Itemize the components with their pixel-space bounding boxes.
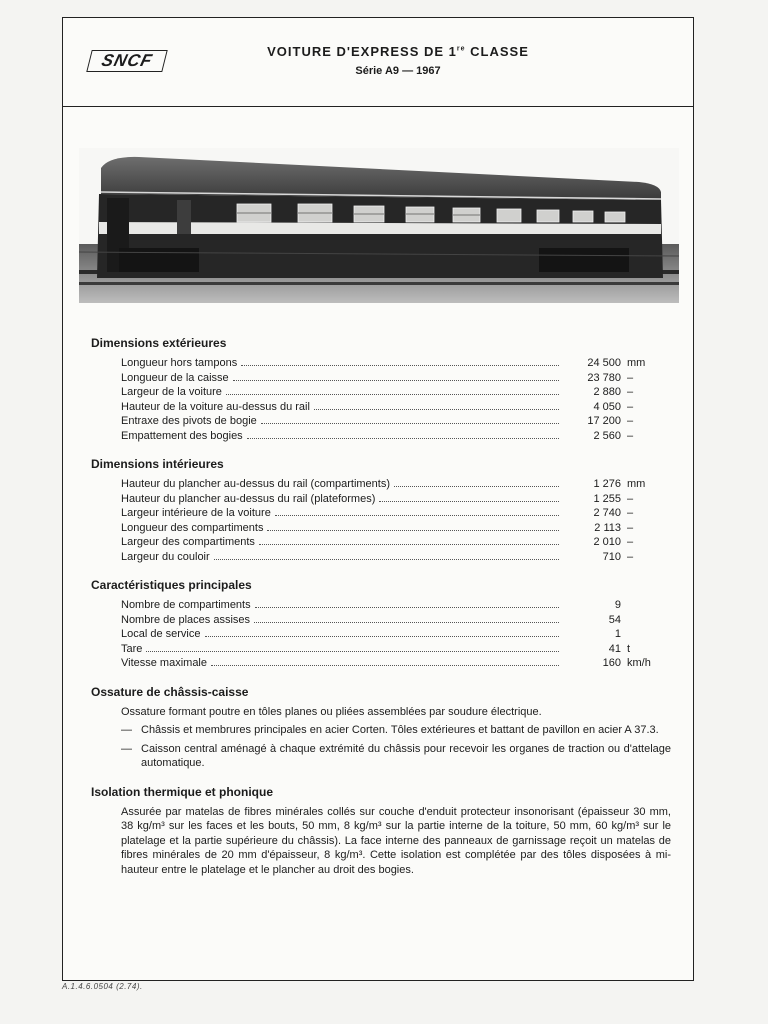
- railcar-photo: [79, 148, 679, 303]
- spec-unit: –: [627, 400, 634, 413]
- document-reference-code: A.1.4.6.0504 (2.74).: [62, 982, 143, 991]
- spec-value: 54: [608, 613, 621, 626]
- dash-bullet: —: [121, 742, 132, 755]
- spec-unit: km/h: [627, 657, 651, 669]
- spec-label: Entraxe des pivots de bogie: [121, 415, 257, 427]
- frame-intro: Ossature formant poutre en tôles planes ou pliées assemblées par soudure électrique.: [121, 705, 542, 718]
- leader-dots: [255, 607, 559, 608]
- section-title: Dimensions intérieures: [91, 457, 224, 471]
- spec-unit: t: [627, 642, 631, 655]
- spec-label: Nombre de places assises: [121, 613, 251, 626]
- spec-row: [121, 627, 671, 642]
- spec-row: [121, 535, 671, 550]
- spec-row: [121, 642, 671, 657]
- section-title: Caractéristiques principales: [91, 578, 252, 592]
- spec-row: [121, 477, 671, 492]
- title-end: CLASSE: [465, 44, 529, 59]
- spec-value: 23 780: [587, 371, 621, 384]
- spec-sheet: [62, 17, 694, 981]
- spec-label: Largeur intérieure de la voiture: [121, 507, 271, 519]
- spec-unit: –: [627, 521, 634, 534]
- leader-dots: [314, 409, 559, 410]
- spec-row: [121, 429, 671, 444]
- section-frame: [91, 685, 671, 771]
- spec-value: 160: [602, 657, 621, 669]
- spec-value: 2 560: [593, 429, 621, 442]
- leader-dots: [233, 380, 559, 381]
- spec-label: Hauteur du plancher au-dessus du rail (plateformes): [121, 492, 376, 505]
- section-insulation: [91, 785, 671, 878]
- spec-row: [121, 613, 671, 628]
- spec-unit: –: [627, 386, 634, 398]
- spec-label: Largeur des compartiments: [121, 536, 255, 548]
- list-item: [121, 742, 671, 771]
- spec-unit: –: [627, 492, 634, 505]
- dash-bullet: —: [121, 724, 132, 736]
- spec-value: 2 740: [593, 507, 621, 519]
- logo-text: SNCF: [99, 51, 155, 70]
- leader-dots: [226, 394, 559, 395]
- spec-label: Longueur de la caisse: [121, 371, 229, 384]
- sncf-logo: [86, 50, 167, 72]
- leader-dots: [394, 486, 559, 487]
- item-text: Châssis et membrures principales en acier Corten. Tôles extérieures et battant de pavillon en acier A 37.3.: [141, 724, 659, 736]
- leader-dots: [261, 423, 559, 424]
- spec-unit: mm: [627, 357, 646, 369]
- spec-value: 41: [608, 642, 621, 655]
- spec-value: 1 255: [593, 492, 621, 505]
- title-main: VOITURE D'EXPRESS DE 1: [267, 44, 457, 59]
- page-subtitle: Série A9 — 1967: [355, 65, 441, 77]
- page-title: [213, 44, 583, 59]
- item-text: Caisson central aménagé à chaque extrémité du châssis pour recevoir les organes de traction ou d'attelage automatique.: [141, 742, 671, 769]
- leader-dots: [241, 365, 559, 366]
- sheet-header: [63, 18, 693, 107]
- spec-label: Nombre de compartiments: [121, 599, 251, 611]
- spec-row: [121, 400, 671, 415]
- spec-value: 17 200: [587, 415, 621, 427]
- leader-dots: [267, 530, 559, 531]
- spec-value: 24 500: [587, 357, 621, 369]
- spec-label: Empattement des bogies: [121, 429, 243, 442]
- section-title: Ossature de châssis-caisse: [91, 684, 249, 699]
- spec-value: 710: [602, 550, 621, 563]
- section-title: Isolation thermique et phonique: [91, 784, 274, 799]
- spec-unit: –: [627, 415, 634, 427]
- spec-row: [121, 550, 671, 565]
- spec-value: 2 113: [594, 521, 621, 534]
- spec-value: 1: [614, 628, 621, 640]
- spec-row: [121, 521, 671, 536]
- spec-row: [121, 371, 671, 386]
- spec-value: 2 880: [593, 386, 621, 398]
- spec-unit: –: [627, 371, 634, 384]
- spec-row: [121, 356, 671, 371]
- spec-unit: –: [627, 550, 634, 563]
- spec-label: Vitesse maximale: [121, 657, 207, 669]
- spec-label: Longueur hors tampons: [121, 357, 238, 369]
- leader-dots: [146, 651, 559, 652]
- leader-dots: [259, 544, 559, 545]
- spec-content: [91, 336, 671, 891]
- insulation-text: Assurée par matelas de fibres minérales collés sur couche d'enduit protecteur insonorisant (épaisseur 30 mm, 38 kg/m³ sur les faces et les bouts, 50 mm, 8 kg/m³ sur la partie interne de la toiture, 50 mm, 60 kg/m³ sur le platelage et la partie supérieure du châssis). La face interne des panneaux de garnissage reçoit un matelas de fibres minérales de 20 mm d'épaisseur, 8 kg/m³. Cette isolation est complétée par des tôles disposées à mi-hauteur entre le platelage et le plancher au droit des bogies.: [121, 805, 671, 876]
- spec-label: Tare: [121, 642, 143, 655]
- spec-label: Largeur de la voiture: [121, 386, 222, 398]
- leader-dots: [275, 515, 559, 516]
- spec-label: Hauteur du plancher au-dessus du rail (compartiments): [121, 478, 391, 490]
- leader-dots: [379, 501, 559, 502]
- spec-unit: –: [627, 536, 634, 548]
- title-sup: re: [456, 45, 466, 53]
- leader-dots: [247, 438, 559, 439]
- spec-row: [121, 492, 671, 507]
- section-interior-dimensions: [91, 457, 671, 564]
- title-block: [213, 44, 583, 77]
- section-main-characteristics: [91, 578, 671, 671]
- leader-dots: [214, 559, 559, 560]
- spec-row: [121, 414, 671, 429]
- spec-value: 4 050: [593, 400, 621, 413]
- spec-label: Local de service: [121, 628, 201, 640]
- section-exterior-dimensions: [91, 336, 671, 443]
- spec-label: Largeur du couloir: [121, 550, 210, 563]
- leader-dots: [254, 622, 559, 623]
- spec-value: 2 010: [593, 536, 621, 548]
- spec-unit: –: [627, 429, 634, 442]
- spec-value: 1 276: [593, 478, 621, 490]
- list-item: [121, 723, 671, 738]
- spec-row: [121, 598, 671, 613]
- spec-unit: mm: [627, 478, 646, 490]
- spec-row: [121, 656, 671, 671]
- section-title: Dimensions extérieures: [91, 336, 227, 350]
- spec-label: Longueur des compartiments: [121, 521, 264, 534]
- leader-dots: [211, 665, 559, 666]
- spec-row: [121, 506, 671, 521]
- spec-row: [121, 385, 671, 400]
- spec-value: 9: [614, 599, 621, 611]
- leader-dots: [205, 636, 560, 637]
- spec-unit: –: [627, 507, 634, 519]
- spec-label: Hauteur de la voiture au-dessus du rail: [121, 400, 310, 413]
